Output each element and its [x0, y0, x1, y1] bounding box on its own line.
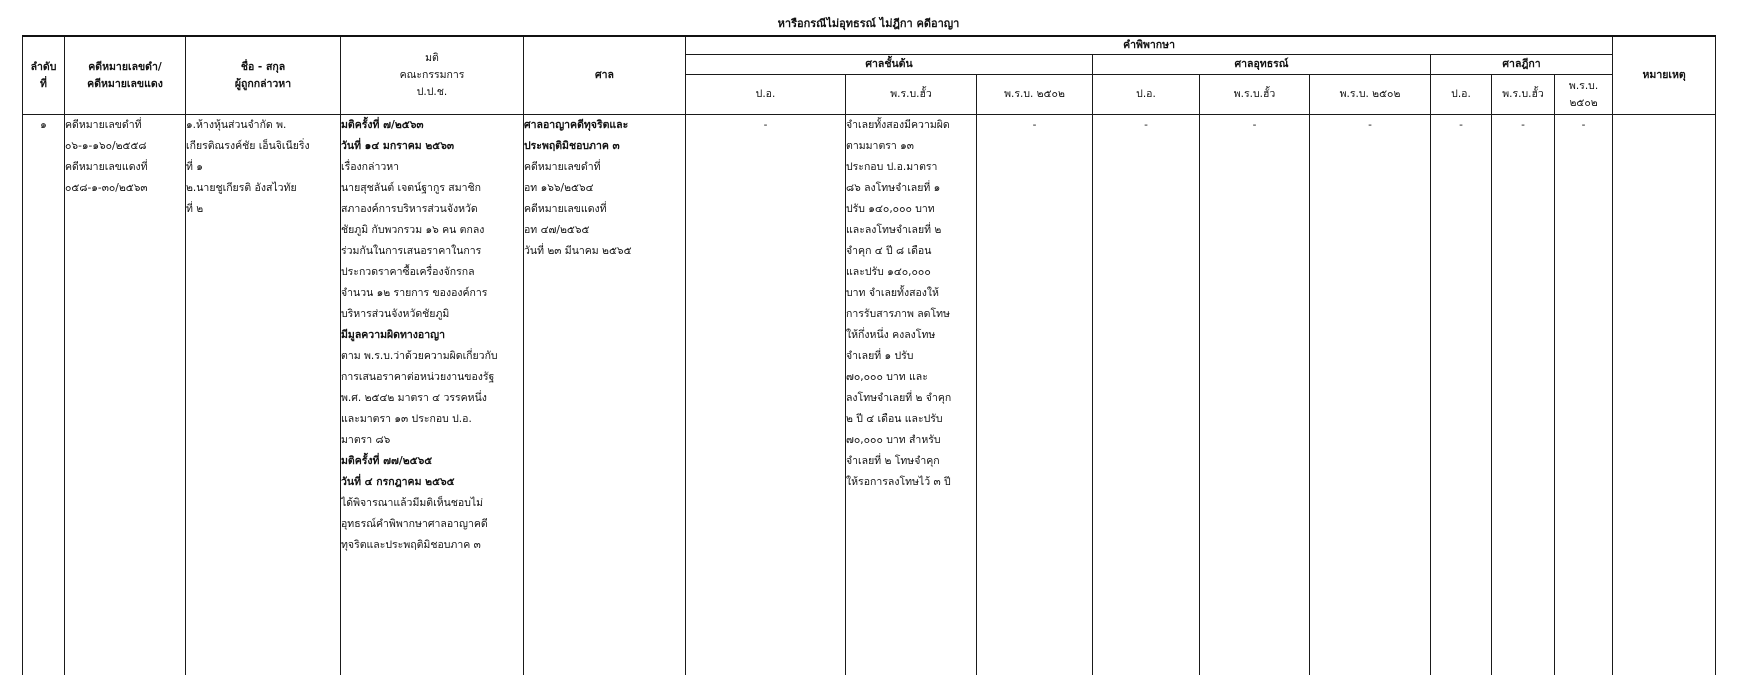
- header-remarks: หมายเหตุ: [1613, 36, 1716, 115]
- row-seq: ๑: [23, 115, 65, 675]
- row-appeal-act-2502: -: [1310, 115, 1431, 675]
- row-supreme-act-2502: -: [1555, 115, 1613, 675]
- row-supreme-bid-act: -: [1492, 115, 1555, 675]
- header-appeal-act-2502: พ.ร.บ. ๒๕๐๒: [1310, 75, 1431, 115]
- header-accused-name: ชื่อ - สกุล ผู้ถูกกล่าวหา: [186, 36, 341, 115]
- header-supreme-penal-code: ป.อ.: [1431, 75, 1492, 115]
- header-first-act-2502: พ.ร.บ. ๒๕๐๒: [977, 75, 1093, 115]
- row-case-numbers: คดีหมายเลขดำที่ ๐๖-๑-๑๖๐/๒๕๕๘ คดีหมายเลขแดงที่ ๐๕๘-๑-๓๐/๒๕๖๓: [65, 115, 186, 675]
- header-court: ศาล: [524, 36, 686, 115]
- header-verdict: คำพิพากษา: [686, 36, 1613, 55]
- header-seq: ลำดับ ที่: [23, 36, 65, 115]
- header-first-instance-court: ศาลชั้นต้น: [686, 55, 1093, 75]
- row-court: ศาลอาญาคดีทุจริตและ ประพฤติมิชอบภาค ๓ คดีหมายเลขดำที่ อท ๑๖๖/๒๕๖๔ คดีหมายเลขแดงที่ อท ๔๗/๒๕๖๕ วันที่ ๒๓ มีนาคม ๒๕๖๕: [524, 115, 686, 675]
- header-case-number: คดีหมายเลขดำ/ คดีหมายเลขแดง: [65, 36, 186, 115]
- header-supreme-act-2502: พ.ร.บ. ๒๕๐๒: [1555, 75, 1613, 115]
- row-supreme-penal-code: -: [1431, 115, 1492, 675]
- row-first-bid-act-verdict: จำเลยทั้งสองมีความผิด ตามมาตรา ๑๓ ประกอบ ป.อ.มาตรา ๘๖ ลงโทษจำเลยที่ ๑ ปรับ ๑๔๐,๐๐๐ บาท และลงโทษจำเลยที่ ๒ จำคุก ๔ ปี ๘ เดือน และปรับ ๑๔๐,๐๐๐ บาท จำเลยทั้งสองให้ การรับสารภาพ ลดโทษ ให้กึ่งหนึ่ง คงลงโทษ จำเลยที่ ๑ ปรับ ๗๐,๐๐๐ บาท และ ลงโทษจำเลยที่ ๒ จำคุก ๒ ปี ๔ เดือน และปรับ ๗๐,๐๐๐ บาท สำหรับ จำเลยที่ ๒ โทษจำคุก ให้รอการลงโทษไว้ ๓ ปี: [846, 115, 977, 675]
- row-first-act-2502: -: [977, 115, 1093, 675]
- header-appeal-court: ศาลอุทธรณ์: [1093, 55, 1431, 75]
- header-first-bid-act: พ.ร.บ.ฮั้ว: [846, 75, 977, 115]
- page-title: หารือกรณีไม่อุทธรณ์ ไม่ฎีกา คดีอาญา: [0, 14, 1737, 32]
- header-first-penal-code: ป.อ.: [686, 75, 846, 115]
- row-committee-resolution: มติครั้งที่ ๗/๒๕๖๓ วันที่ ๑๔ มกราคม ๒๕๖๓ เรื่องกล่าวหา นายสุชลันต์ เจตน์ฐากูร สมาชิก สภาองค์การบริหารส่วนจังหวัด ชัยภูมิ กับพวกรวม ๑๖ คน ตกลง ร่วมกันในการเสนอราคาในการ ประกวดราคาซื้อเครื่องจักรกล จำนวน ๑๒ รายการ ขององค์การ บริหารส่วนจังหวัดชัยภูมิ มีมูลความผิดทางอาญา ตาม พ.ร.บ.ว่าด้วยความผิดเกี่ยวกับ การเสนอราคาต่อหน่วยงานของรัฐ พ.ศ. ๒๕๔๒ มาตรา ๔ วรรคหนึ่ง และมาตรา ๑๓ ประกอบ ป.อ. มาตรา ๘๖ มติครั้งที่ ๗๗/๒๕๖๕ วันที่ ๔ กรกฎาคม ๒๕๖๕ ได้พิจารณาแล้วมีมติเห็นชอบไม่ อุทธรณ์คำพิพากษาศาลอาญาคดี ทุจริตและประพฤติมิชอบภาค ๓: [341, 115, 524, 675]
- header-appeal-bid-act: พ.ร.บ.ฮั้ว: [1200, 75, 1310, 115]
- header-committee-resolution: มติ คณะกรรมการ ป.ป.ช.: [341, 36, 524, 115]
- row-remarks: [1613, 115, 1716, 675]
- row-appeal-bid-act: -: [1200, 115, 1310, 675]
- row-accused-names: ๑.ห้างหุ้นส่วนจำกัด พ. เกียรติณรงค์ชัย เอ็นจิเนียริ่ง ที่ ๑ ๒.นายชูเกียรติ อังสไวทัย ที่ ๒: [186, 115, 341, 675]
- header-supreme-court: ศาลฎีกา: [1431, 55, 1613, 75]
- table-row: [23, 115, 1716, 675]
- row-first-penal-code: -: [686, 115, 846, 675]
- header-supreme-bid-act: พ.ร.บ.ฮั้ว: [1492, 75, 1555, 115]
- row-appeal-penal-code: -: [1093, 115, 1200, 675]
- header-appeal-penal-code: ป.อ.: [1093, 75, 1200, 115]
- case-table: [22, 35, 1716, 675]
